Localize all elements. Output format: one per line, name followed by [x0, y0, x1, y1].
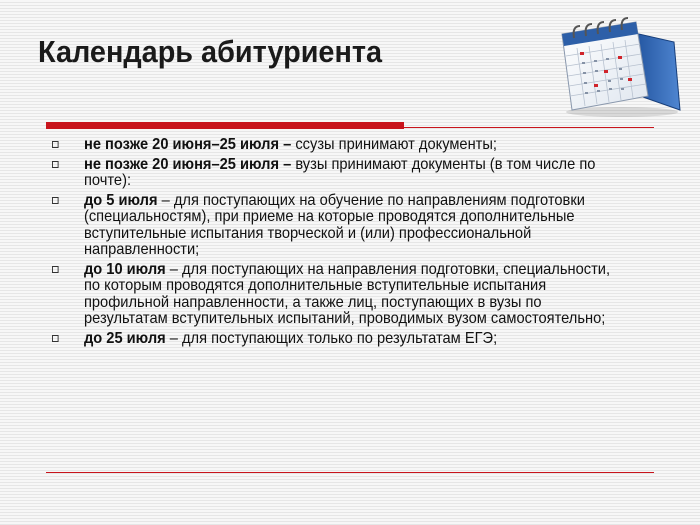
list-item	[52, 262, 629, 328]
admission-calendar-list	[52, 137, 652, 350]
square-bullet-icon	[52, 161, 59, 168]
title-divider-accent	[46, 122, 404, 129]
title-divider	[46, 122, 654, 129]
deadline-description: – для поступающих только по результатам ЕГЭ;	[165, 329, 498, 347]
deadline-description: ссузы принимают документы;	[291, 136, 498, 153]
list-item	[52, 137, 629, 154]
deadline-description: – для поступающих на обучение по направлениям подготовки (специальностям), при приеме на которые проводятся дополнительные вступительные испытания творческой и (или) профессиональной направленности;	[83, 191, 585, 258]
deadline-term: до 25 июля	[83, 329, 166, 347]
deadline-description: вузы принимают документы (в том числе по почте):	[83, 155, 596, 189]
deadline-description: – для поступающих на направления подготовки, специальности, по которым проводятся дополнительные вступительные испытания профильной направленности, а также лиц, поступающих в вузы по результатам вступительных испытаний, проводимых вузом самостоятельно;	[83, 260, 611, 327]
square-bullet-icon	[52, 266, 59, 273]
deadline-term: до 10 июля	[83, 260, 166, 278]
list-item	[52, 331, 629, 348]
title-divider-line	[404, 127, 654, 128]
deadline-term: не позже 20 июня–25 июля –	[83, 155, 292, 173]
slide-title: Календарь абитуриента	[38, 34, 383, 69]
deadline-term: до 5 июля	[83, 191, 158, 209]
list-item	[52, 193, 629, 259]
square-bullet-icon	[52, 197, 59, 204]
bottom-divider	[46, 472, 654, 473]
square-bullet-icon	[52, 335, 59, 342]
square-bullet-icon	[52, 141, 59, 148]
calendar-icon	[552, 12, 684, 120]
deadline-term: не позже 20 июня–25 июля –	[83, 136, 292, 153]
list-item	[52, 157, 629, 190]
